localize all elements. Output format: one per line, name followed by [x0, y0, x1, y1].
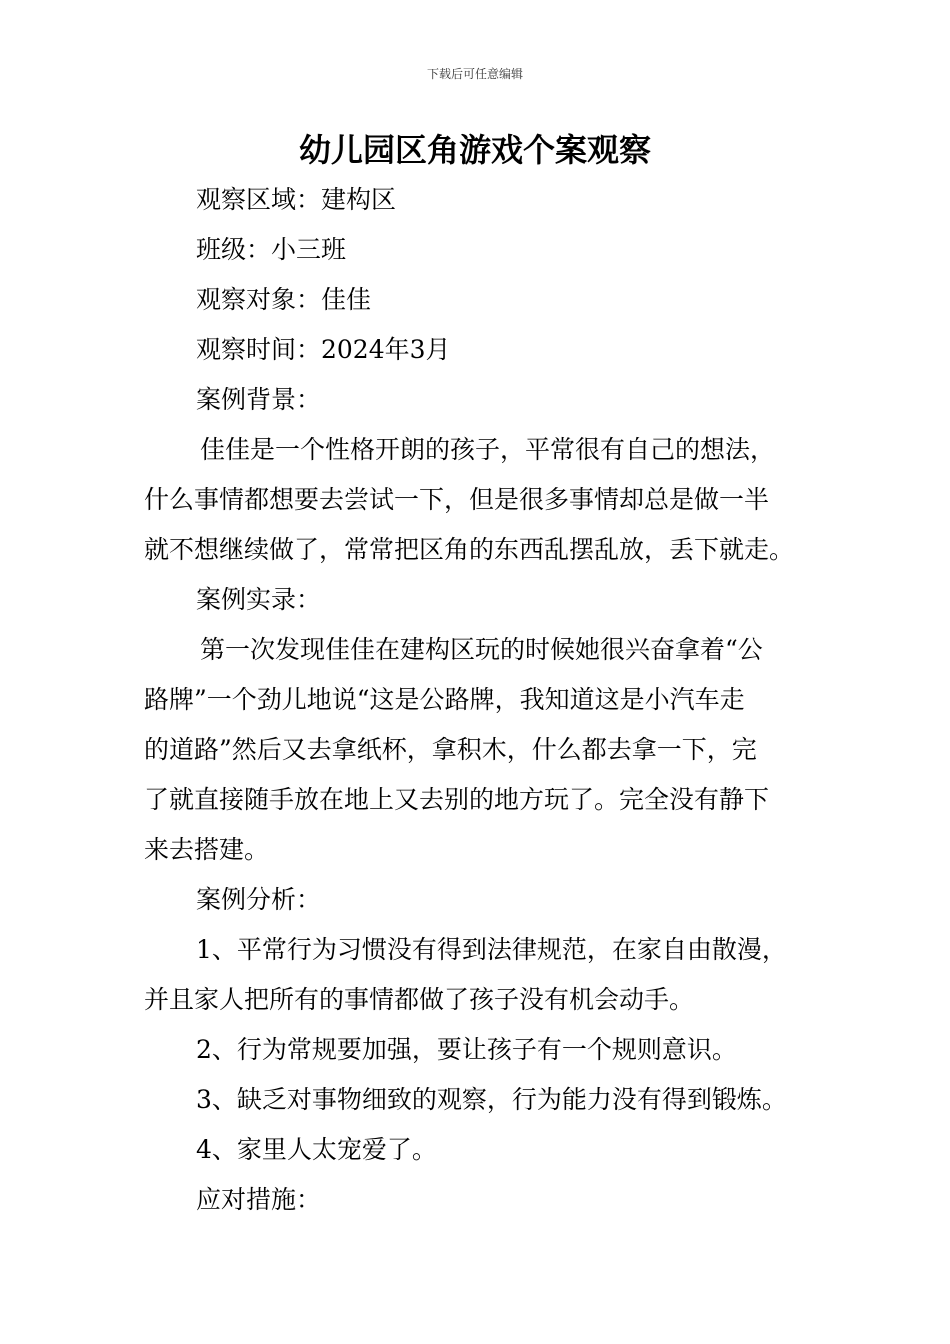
paragraph-line: 什么事情都想要去尝试一下，但是很多事情却总是做一半	[144, 485, 770, 514]
observation-area-line: 观察区域：建构区	[196, 185, 397, 214]
paragraph-line: 了就直接随手放在地上又去别的地方玩了。完全没有静下	[144, 785, 770, 814]
analysis-item-1: 1、平常行为习惯没有得到法律规范，在家自由散漫，	[196, 935, 787, 964]
document-body	[144, 175, 810, 1225]
paragraph-line: 路牌”一个劲儿地说“这是公路牌，我知道这是小汽车走	[144, 685, 745, 714]
analysis-item-3: 3、缺乏对事物细致的观察，行为能力没有得到锻炼。	[196, 1085, 787, 1114]
section-heading-record: 案例实录：	[196, 585, 322, 614]
class-line: 班级：小三班	[196, 235, 347, 264]
section-heading-measures: 应对措施：	[196, 1185, 322, 1214]
paragraph-line: 第一次发现佳佳在建构区玩的时候她很兴奋拿着“公	[200, 635, 763, 664]
paragraph-line: 来去搭建。	[144, 835, 270, 864]
header-note: 下载后可任意编辑	[426, 67, 523, 81]
observation-time-line: 观察时间：2024年3月	[196, 335, 451, 364]
analysis-item-1-continued: 并且家人把所有的事情都做了孩子没有机会动手。	[144, 985, 695, 1014]
observation-subject-line: 观察对象：佳佳	[196, 285, 372, 314]
paragraph-line: 佳佳是一个性格开朗的孩子，平常很有自己的想法，	[200, 435, 776, 464]
document-title: 幼儿园区角游戏个案观察	[298, 131, 651, 169]
section-heading-background: 案例背景：	[196, 385, 322, 414]
section-heading-analysis: 案例分析：	[196, 885, 322, 914]
paragraph-line: 就不想继续做了，常常把区角的东西乱摆乱放，丢下就走。	[144, 535, 795, 564]
analysis-item-2: 2、行为常规要加强，要让孩子有一个规则意识。	[196, 1035, 737, 1064]
analysis-item-4: 4、家里人太宠爱了。	[196, 1135, 437, 1164]
paragraph-line: 的道路”然后又去拿纸杯，拿积木，什么都去拿一下，完	[144, 735, 757, 764]
